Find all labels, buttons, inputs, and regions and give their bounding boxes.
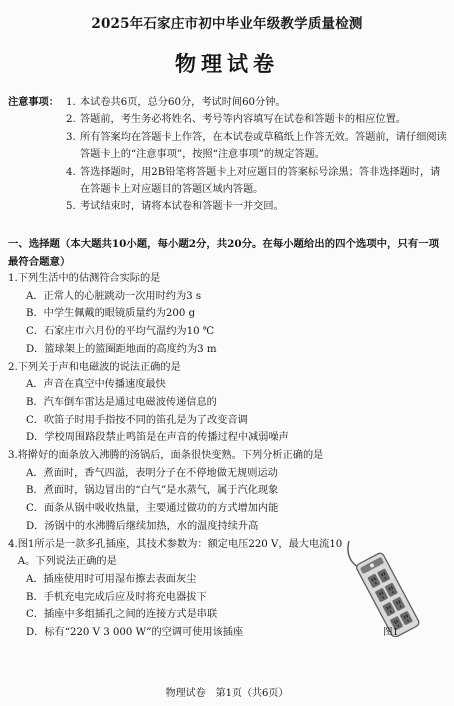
notice-item-number: 4. (66, 166, 76, 178)
notice-item-text: 所有答案均在答题卡上作答，在本试卷或草稿纸上作答无效。答题前，请仔细阅读答题卡上的“注意事项”，按照“注意事项”的规定答题。 (80, 131, 447, 161)
option-d: D．学校周围路段禁止鸣笛是在声音的传播过程中减弱噪声 (26, 432, 289, 444)
notice-item-text: 答题前，考生务必将姓名、考号等内容填写在试卷和答题卡的相应位置。 (80, 114, 406, 126)
question-number: 4. (8, 538, 18, 550)
notice-item (8, 164, 448, 199)
power-strip-illustration (345, 537, 425, 637)
option-b: B．中学生佩戴的眼镜质量约为200 g (26, 308, 196, 320)
option-a: A．插座使用时可用湿布擦去表面灰尘 (26, 573, 197, 585)
question-number: 3. (8, 450, 18, 462)
option-b: B．手机充电完成后应及时将充电器拔下 (26, 591, 207, 603)
option-d: D．篮球架上的篮圈距地面的高度约为3 m (26, 343, 217, 355)
notice-item-number: 3. (66, 131, 76, 143)
notice-item-number: 1. (66, 97, 76, 108)
option-b: B．汽车倒车雷达是通过电磁波传递信息的 (26, 396, 217, 408)
notice-item-number: 2. (66, 114, 76, 126)
notice-item-text: 答选择题时，用2B铅笔将答题卡上对应题目的答案标号涂黑；答非选择题时，请在答题卡上对应题目的答题区域内答题。 (80, 166, 441, 196)
notice-block (8, 94, 448, 216)
option-c: C．吹笛子时用手指按不同的笛孔是为了改变音调 (26, 414, 248, 426)
subject-title: 物理试卷 (175, 51, 279, 76)
question-3 (8, 447, 448, 536)
notice-item (8, 94, 448, 111)
question-stem-text: 将擀好的面条放入沸腾的汤锅后，面条很快变熟。下列分析正确的是 (17, 450, 324, 462)
question-2 (8, 359, 448, 448)
question-number: 2. (8, 361, 18, 373)
indent (8, 198, 66, 215)
option-b: B．煮面时，锅边冒出的“白气”是水蒸气，属于汽化现象 (26, 485, 279, 497)
notice-item-text: 考试结束时，请将本试卷和答题卡一并交回。 (80, 201, 284, 213)
notice-item-text: 本试卷共6页，总分60分，考试时间60分钟。 (80, 97, 286, 108)
indent (8, 129, 66, 164)
option-d: D．标有“220 V 3 000 W”的空调可使用该插座 (26, 627, 244, 639)
notice-item (8, 129, 448, 164)
option-c: C．面条从锅中吸收热量，主要通过做功的方式增加内能 (26, 503, 279, 515)
indent (8, 111, 66, 128)
option-c: C．石家庄市六月份的平均气温约为10 ℃ (26, 326, 215, 338)
option-a: A．正常人的心脏跳动一次用时约为3 s (26, 290, 202, 302)
option-a: A．煮面时，香气四溢，表明分子在不停地做无规则运动 (26, 467, 278, 479)
option-c: C．插座中多组插孔之间的连接方式是串联 (26, 609, 218, 621)
page-footer: 物理试卷 第1页（共6页） (165, 688, 289, 699)
notice-item (8, 198, 448, 215)
notice-item (8, 111, 448, 128)
option-d: D．汤锅中的水沸腾后继续加热，水的温度持续升高 (26, 520, 259, 532)
figure-caption: 图1 (383, 627, 399, 638)
question-stem (8, 447, 448, 465)
option-a: A．声音在真空中传播速度最快 (26, 379, 166, 391)
indent (8, 164, 66, 199)
question-stem-text: 图1所示是一款多孔插座，其技术参数为：额定电压220 V，最大电流10 A。下列说法正确的是 (17, 538, 343, 568)
notice-item-number: 5. (66, 201, 76, 213)
notice-label: 注意事项： (8, 96, 59, 108)
question-stem-text: 下列关于声和电磁波的说法正确的是 (17, 361, 181, 373)
question-stem (8, 359, 448, 377)
question-number: 1. (8, 273, 18, 284)
question-stem-text: 下列生活中的估测符合实际的是 (17, 273, 161, 284)
question-1 (8, 270, 448, 359)
question-stem (8, 270, 448, 288)
section-heading: 一、选择题（本大题共10小题，每小题2分，共20分。在每小题给出的四个选项中，只有一项最符合题意） (8, 238, 439, 268)
exam-title: 2025年石家庄市初中毕业年级教学质量检测 (91, 16, 363, 32)
